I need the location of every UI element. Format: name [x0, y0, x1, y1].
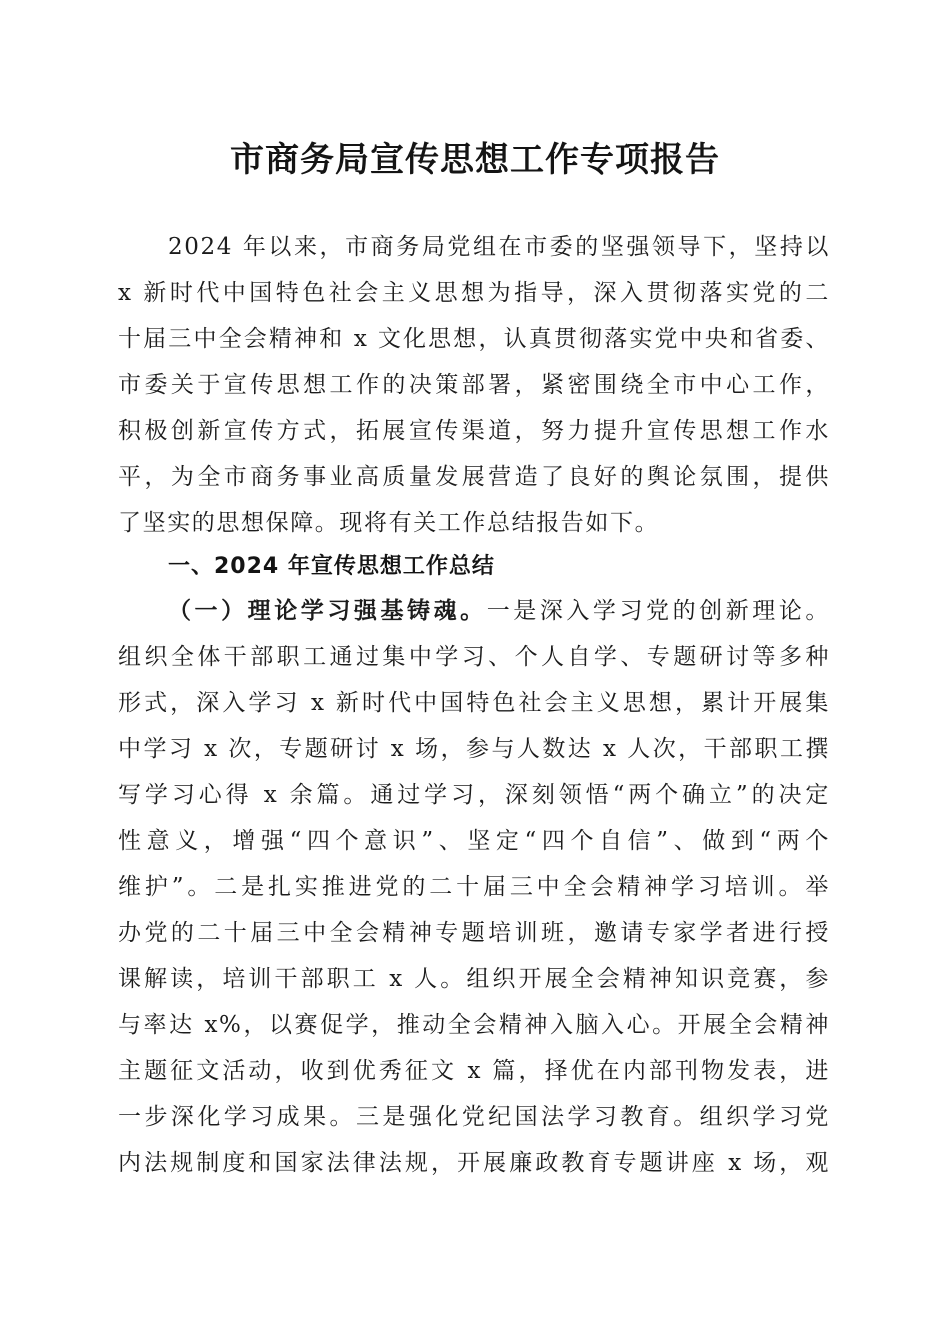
body-line-7: 办党的二十届三中全会精神专题培训班，邀请专家学者进行授	[118, 920, 830, 946]
intro-line-1: 2024 年以来，市商务局党组在市委的坚强领导下，坚持以	[168, 234, 830, 260]
subsection-heading: （一）理论学习强基铸魂。	[168, 598, 487, 624]
body-line-2: 形式，深入学习 x 新时代中国特色社会主义思想，累计开展集	[118, 690, 830, 716]
intro-line-4: 市委关于宣传思想工作的决策部署，紧密围绕全市中心工作，	[118, 372, 830, 398]
body-line-1: 组织全体干部职工通过集中学习、个人自学、专题研讨等多种	[118, 644, 830, 670]
subsection-first-line	[168, 588, 830, 634]
intro-line-7: 了坚实的思想保障。现将有关工作总结报告如下。	[118, 510, 660, 536]
intro-line-5: 积极创新宣传方式，拓展宣传渠道，努力提升宣传思想工作水	[118, 418, 830, 444]
subsection-first-line-text: 一是深入学习党的创新理论。	[486, 598, 830, 624]
body-line-3: 中学习 x 次，专题研讨 x 场，参与人数达 x 人次，干部职工撰	[118, 736, 830, 762]
document-title: 市商务局宣传思想工作专项报告	[230, 140, 720, 180]
intro-line-2: x 新时代中国特色社会主义思想为指导，深入贯彻落实党的二	[118, 280, 830, 306]
section-heading-1: 一、2024 年宣传思想工作总结	[168, 554, 495, 579]
body-line-4: 写学习心得 x 余篇。通过学习，深刻领悟“两个确立”的决定	[118, 782, 830, 808]
body-line-11: 一步深化学习成果。三是强化党纪国法学习教育。组织学习党	[118, 1104, 830, 1130]
body-line-5: 性意义，增强“四个意识”、坚定“四个自信”、做到“两个	[118, 828, 830, 854]
body-line-10: 主题征文活动，收到优秀征文 x 篇，择优在内部刊物发表，进	[118, 1058, 830, 1084]
body-line-6: 维护”。二是扎实推进党的二十届三中全会精神学习培训。举	[118, 874, 830, 900]
intro-line-3: 十届三中全会精神和 x 文化思想，认真贯彻落实党中央和省委、	[118, 326, 830, 352]
intro-line-6: 平，为全市商务事业高质量发展营造了良好的舆论氛围，提供	[118, 464, 830, 490]
body-line-9: 与率达 x%，以赛促学，推动全会精神入脑入心。开展全会精神	[118, 1012, 830, 1038]
body-line-8: 课解读，培训干部职工 x 人。组织开展全会精神知识竞赛，参	[118, 966, 830, 992]
body-line-12: 内法规制度和国家法律法规，开展廉政教育专题讲座 x 场，观	[118, 1150, 830, 1176]
